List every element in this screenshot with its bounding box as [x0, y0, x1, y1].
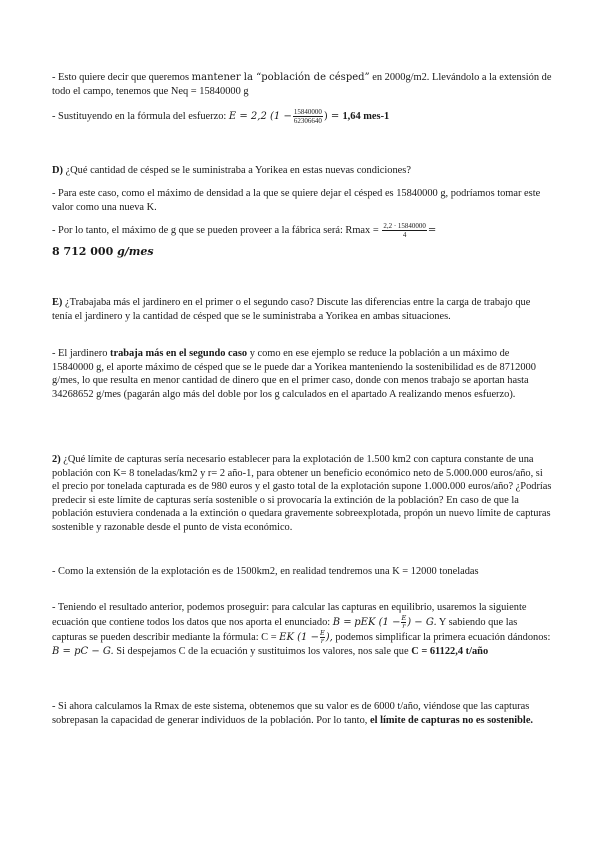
effort-result: 1,64 mes-1 — [342, 110, 390, 122]
question-2: 2) ¿Qué límite de capturas sería necesario establecer para la explotación de 1.500 km2 con captura constante de una población con K= 8 toneladas/km2 y r= 2 año-1, para obtener un beneficio económico neto de 5.000.000 euros/año, si el precio por tonelada capturada es de 980 euros y el gasto total de la explotación supone 1.000.000 euros/año? ¿Podrías predecir si este límite de capturas sería sostenible o si provocaría la extinción de la población? En caso de que la población estuviera condenada a la extinción o quedara gravemente sobreexplotada, propón un nuevo límite de capturas sostenible y razonable desde el punto de vista económico. — [52, 454, 552, 533]
formula-effort: E = 2,2 (1 − — [228, 110, 292, 122]
paragraph-effort: - Sustituyendo en la fórmula del esfuerzo: E = 2,2 (1 − $\frac{15840000}{62306640}$ ) = 1,64 mes-1 — [52, 108, 390, 125]
question-e: E) ¿Trabajaba más el jardinero en el primer o el segundo caso? Discute las diferencias entre la carga de trabajo que tenía el jardinero y la cantidad de césped que se le suministraba a Yorikea en ambas situaciones. — [52, 297, 531, 322]
paragraph-neq: - Esto quiere decir que queremos mantener la “población de césped” en 2000g/m2. Llevándolo a la extensión de todo el campo, tenemos que Neq = 15840000 g — [52, 72, 552, 97]
fraction-effort: $\frac{15840000}{62306640}$ — [293, 108, 322, 125]
formula-catch: EK (1 − — [279, 631, 319, 643]
highlight-phrase: mantener la “población de césped” — [191, 72, 370, 83]
formula-simplified: B = pC − G. — [52, 645, 114, 657]
fraction-rmax: $\frac{2,2 \cdot 15840000}{4}$ — [383, 222, 426, 239]
paragraph-new-k: - Para este caso, como el máximo de densidad a la que se quiere dejar el césped es 15840000 g, podríamos tomar este valor como una nueva K. — [52, 188, 541, 213]
catch-result: C = 61122,4 t/año — [411, 645, 489, 657]
paragraph-rmax: - Por lo tanto, el máximo de g que se pueden proveer a la fábrica será: Rmax = $\frac{2,2 \cdot 15840000}{4}$ = — [52, 222, 437, 239]
paragraph-k-total: - Como la extensión de la explotación es de 1500km2, en realidad tendremos una K = 12000 toneladas — [52, 566, 479, 577]
paragraph-jardinero: - El jardinero trabaja más en el segundo caso y como en ese ejemplo se reduce la población a un máximo de 15840000 g, el aporte máximo de césped que se le puede dar a Yorikea manteniendo la sostenibilidad es de 8712000 g/mes, lo que resulta en menor cantidad de dinero que en el primer caso, donde con menos trabajo se aportan hasta 34268652 g/mes (pagarán algo más del doble por los g calculados en el apartado A realizando menos esfuerzo). — [52, 348, 536, 400]
formula-benefit: pEK (1 − — [354, 616, 401, 628]
question-d: D) ¿Qué cantidad de césped se le suministraba a Yorikea en estas nuevas condiciones? — [52, 165, 411, 176]
rmax-result: 8 712 000 g/mes — [52, 245, 154, 258]
fraction-e-over-r: $\frac{E}{r}$ — [401, 613, 407, 630]
paragraph-conclusion: - Si ahora calculamos la Rmax de este sistema, obtenemos que su valor es de 6000 t/año, viéndose que las capturas sobrepasan la capacidad de generar individuos de la población. Por lo tanto, el límite de capturas no es sostenible. — [52, 701, 534, 726]
conclusion-bold: el límite de capturas no es sostenible. — [369, 714, 534, 726]
fraction-e-over-r-2: $\frac{E}{r}$ — [319, 628, 325, 645]
paragraph-capturas: - Teniendo el resultado anterior, podemos proseguir: para calcular las capturas en equilibrio, usaremos la siguiente ecuación que contiene todos los datos que nos aporta el enunciado: B = pEK (1 − $\frac{E}{r}$ ) − G. Y sabiendo que las capturas se pueden describir mediante la fórmula: C = EK (1 − $\frac{E}{r}$ ), podemos simplificar la primera ecuación dándonos: B = pC − G. Si despejamos C de la ecuación y sustituimos los valores, nos sale que C = 61122,4 t/año — [52, 602, 551, 657]
